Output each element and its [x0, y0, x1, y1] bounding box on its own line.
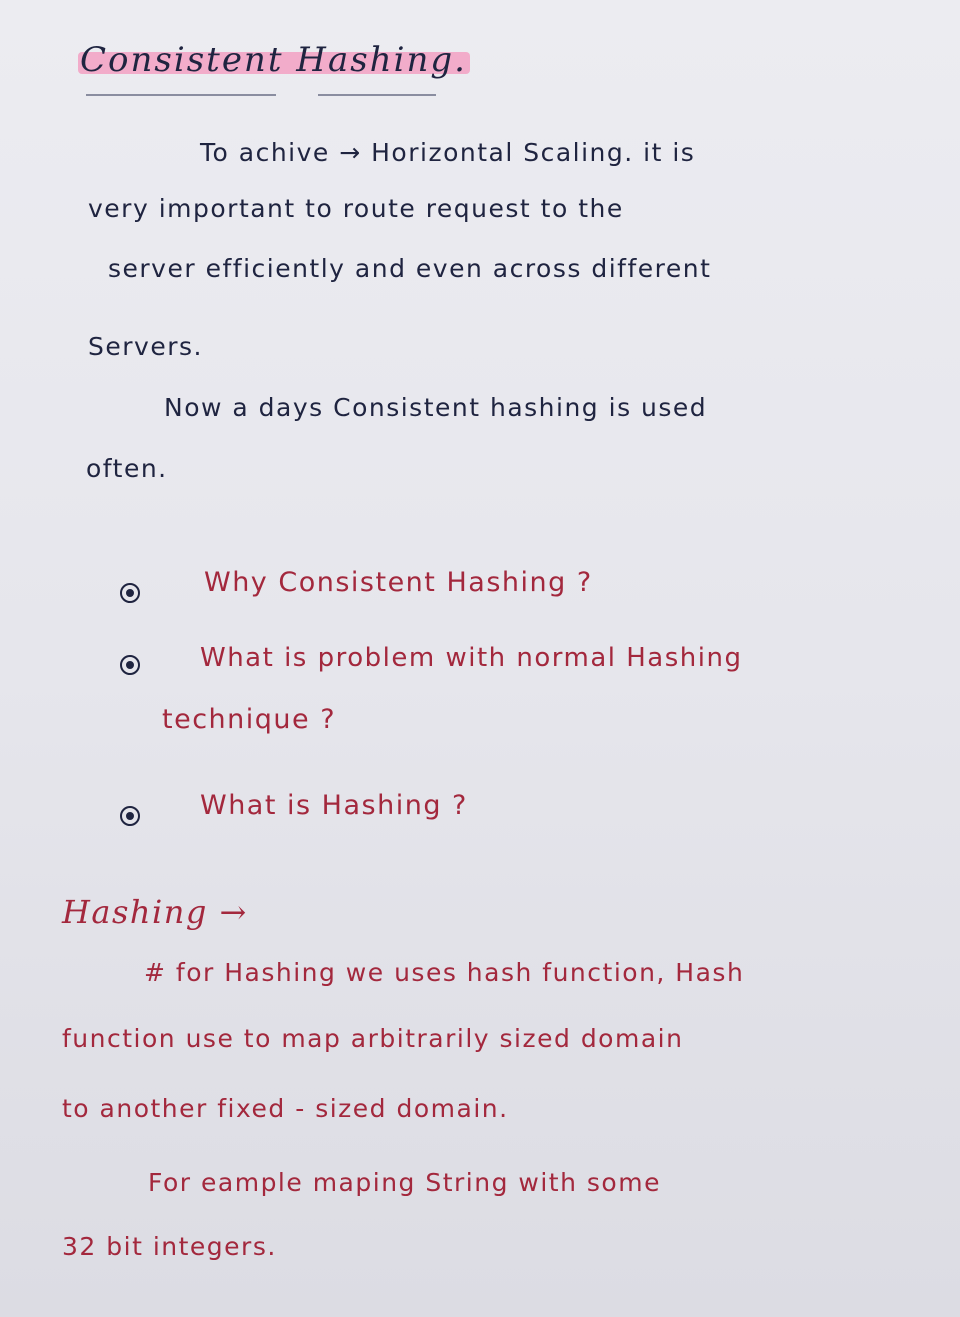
intro-line-1: To achive → Horizontal Scaling. it is — [200, 138, 696, 167]
hashing-line-4: For eample maping String with some — [148, 1168, 661, 1197]
intro-line-2: very important to route request to the — [88, 194, 624, 223]
bullet-icon — [120, 806, 140, 826]
title-underline — [86, 94, 276, 96]
title-underline-2 — [318, 94, 436, 96]
hashing-line-5: 32 bit integers. — [62, 1232, 277, 1261]
question-2-line-1: What is problem with normal Hashing — [200, 643, 743, 673]
note-line-1: Now a days Consistent hashing is used — [164, 393, 708, 422]
hashing-line-3: to another fixed - sized domain. — [62, 1094, 509, 1123]
page-title: Consistent Hashing. — [80, 40, 467, 80]
question-1: Why Consistent Hashing ? — [204, 567, 593, 598]
bullet-icon — [120, 583, 140, 603]
hashing-heading: Hashing → — [62, 893, 248, 931]
intro-line-3: server efficiently and even across different — [108, 254, 712, 283]
note-line-2: often. — [86, 454, 168, 483]
intro-line-4: Servers. — [88, 332, 203, 361]
hashing-line-1: # for Hashing we uses hash function, Hash — [144, 958, 745, 987]
question-2-line-2: technique ? — [162, 704, 337, 735]
bullet-icon — [120, 655, 140, 675]
hashing-line-2: function use to map arbitrarily sized domain — [62, 1024, 684, 1053]
question-3: What is Hashing ? — [200, 790, 468, 821]
